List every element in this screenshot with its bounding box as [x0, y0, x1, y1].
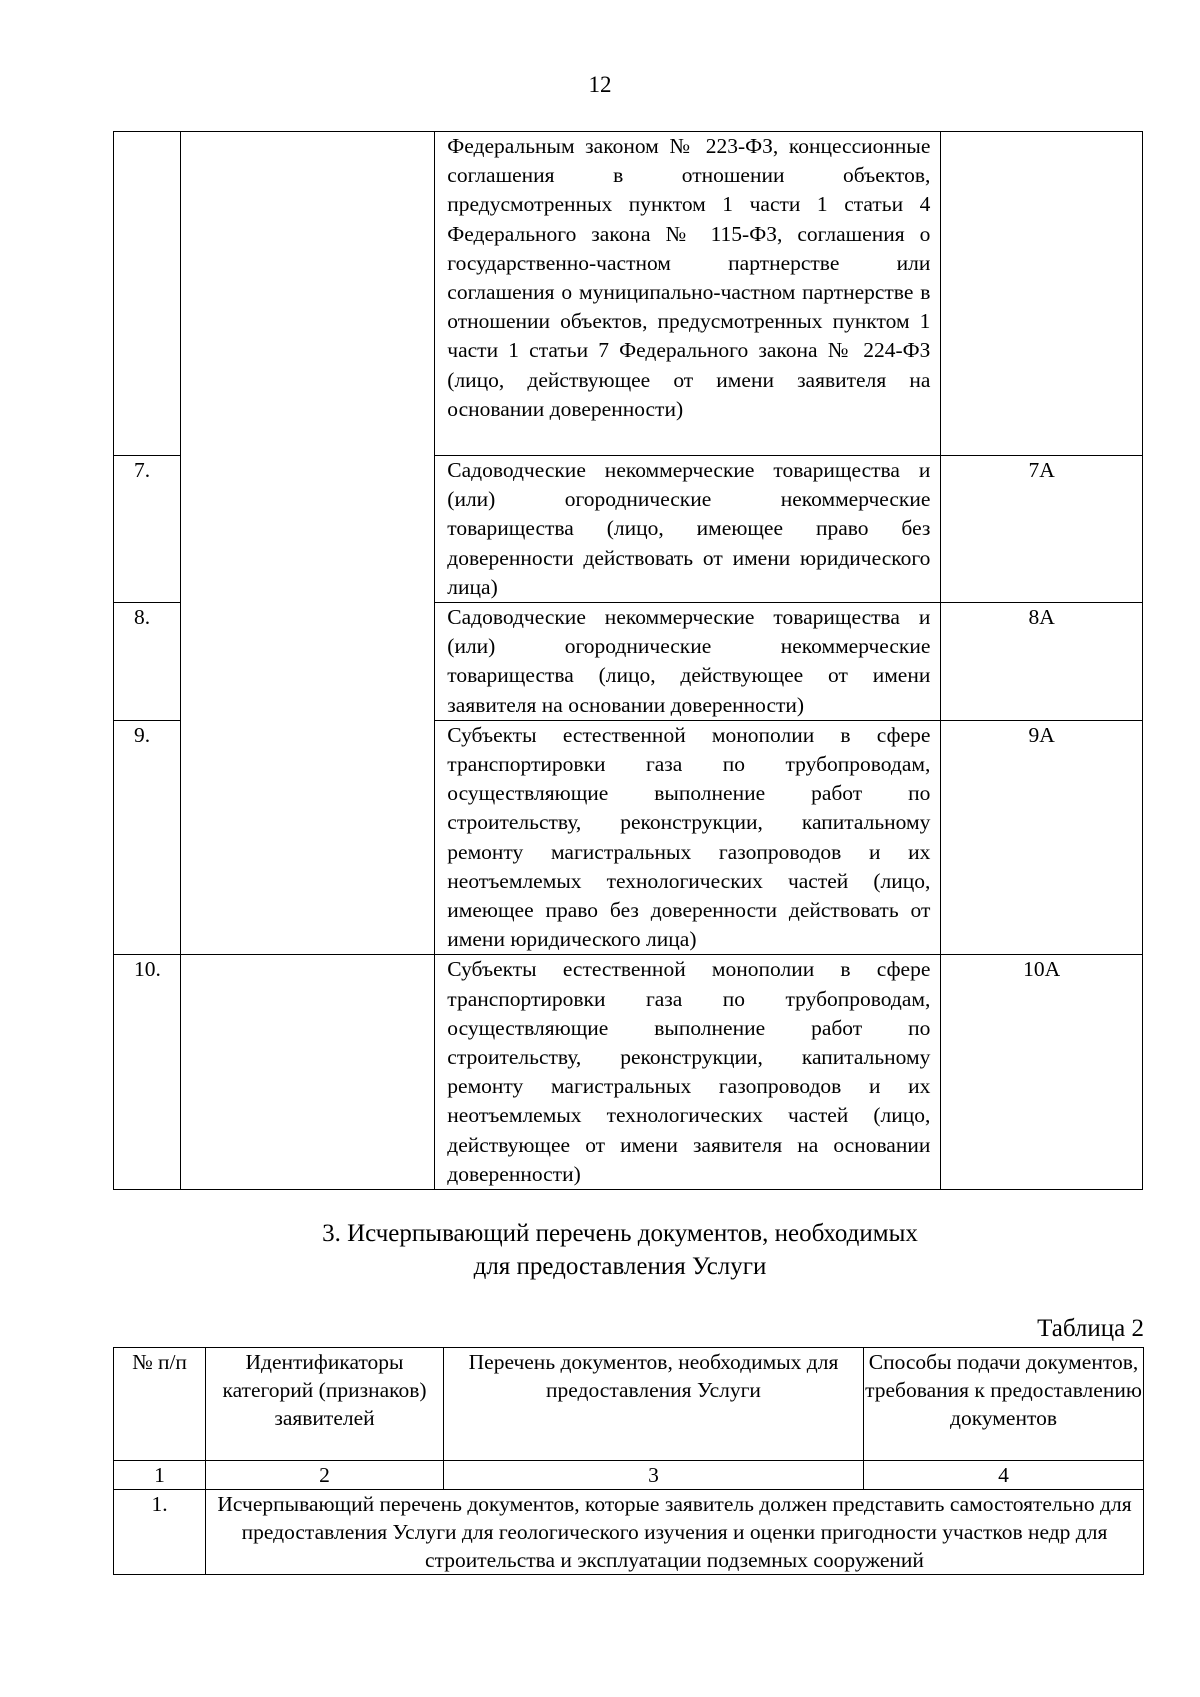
documents-table: [113, 1347, 1144, 1575]
row-code: 7А: [941, 456, 1143, 603]
row-number: 10.: [114, 955, 181, 1190]
section-heading-line: 3. Исчерпывающий перечень документов, необходимых: [322, 1220, 918, 1247]
row-code: 10А: [941, 955, 1143, 1190]
page-number: 12: [588, 72, 612, 97]
row-description: Субъекты естественной монополии в сфере транспортировки газа по трубопроводам, осуществляющие выполнение работ по строительству, реконструкции, капитальному ремонту магистральных газопроводов и их неотъемлемых технологических частей (лицо, действующее от имени заявителя на основании доверенности): [435, 955, 941, 1190]
section-heading-line: для предоставления Услуги: [473, 1253, 767, 1280]
column-number: 2: [206, 1461, 444, 1490]
column-header: Перечень документов, необходимых для предоставления Услуги: [444, 1348, 864, 1461]
table-row: [114, 955, 1143, 1190]
column-header: Идентификаторы категорий (признаков) заявителей: [206, 1348, 444, 1461]
row-number: 8.: [114, 603, 181, 721]
category-cell: [181, 955, 435, 1190]
applicants-table-continued: [113, 131, 1143, 1190]
row-number: 7.: [114, 456, 181, 603]
row-number: 9.: [114, 720, 181, 955]
row-number: [114, 132, 181, 456]
column-header: № п/п: [114, 1348, 206, 1461]
row-code: [941, 132, 1143, 456]
column-header: Способы подачи документов, требования к предоставлению документов: [864, 1348, 1144, 1461]
row-code: 8А: [941, 603, 1143, 721]
section-row-text: Исчерпывающий перечень документов, которые заявитель должен представить самостоятельно для предоставления Услуги для геологического изучения и оценки пригодности участков недр для строительства и эксплуатации подземных сооружений: [206, 1490, 1144, 1575]
row-number: 1.: [114, 1490, 206, 1575]
category-cell: [181, 132, 435, 955]
column-number: 4: [864, 1461, 1144, 1490]
column-numbers-row: [114, 1461, 1144, 1490]
table-caption: Таблица 2: [1037, 1315, 1144, 1342]
section-heading: [230, 1217, 1010, 1283]
table-row: [114, 132, 1143, 456]
table-row: [114, 1490, 1144, 1575]
row-description: Субъекты естественной монополии в сфере транспортировки газа по трубопроводам, осуществляющие выполнение работ по строительству, реконструкции, капитальному ремонту магистральных газопроводов и их неотъемлемых технологических частей (лицо, имеющее право без доверенности действовать от имени юридического лица): [435, 720, 941, 955]
column-number: 1: [114, 1461, 206, 1490]
column-number: 3: [444, 1461, 864, 1490]
row-description: Садоводческие некоммерческие товарищества и (или) огороднические некоммерческие товарищества (лицо, действующее от имени заявителя на основании доверенности): [435, 603, 941, 721]
table-header-row: [114, 1348, 1144, 1461]
row-description: Садоводческие некоммерческие товарищества и (или) огороднические некоммерческие товарищества (лицо, имеющее право без доверенности действовать от имени юридического лица): [435, 456, 941, 603]
row-description: Федеральным законом № 223-ФЗ, концессионные соглашения в отношении объектов, предусмотренных пунктом 1 части 1 статьи 4 Федерального закона № 115-ФЗ, соглашения о государственно-частном партнерстве или соглашения о муниципально-частном партнерстве в отношении объектов, предусмотренных пунктом 1 части 1 статьи 7 Федерального закона № 224-ФЗ (лицо, действующее от имени заявителя на основании доверенности): [435, 132, 941, 456]
row-code: 9А: [941, 720, 1143, 955]
